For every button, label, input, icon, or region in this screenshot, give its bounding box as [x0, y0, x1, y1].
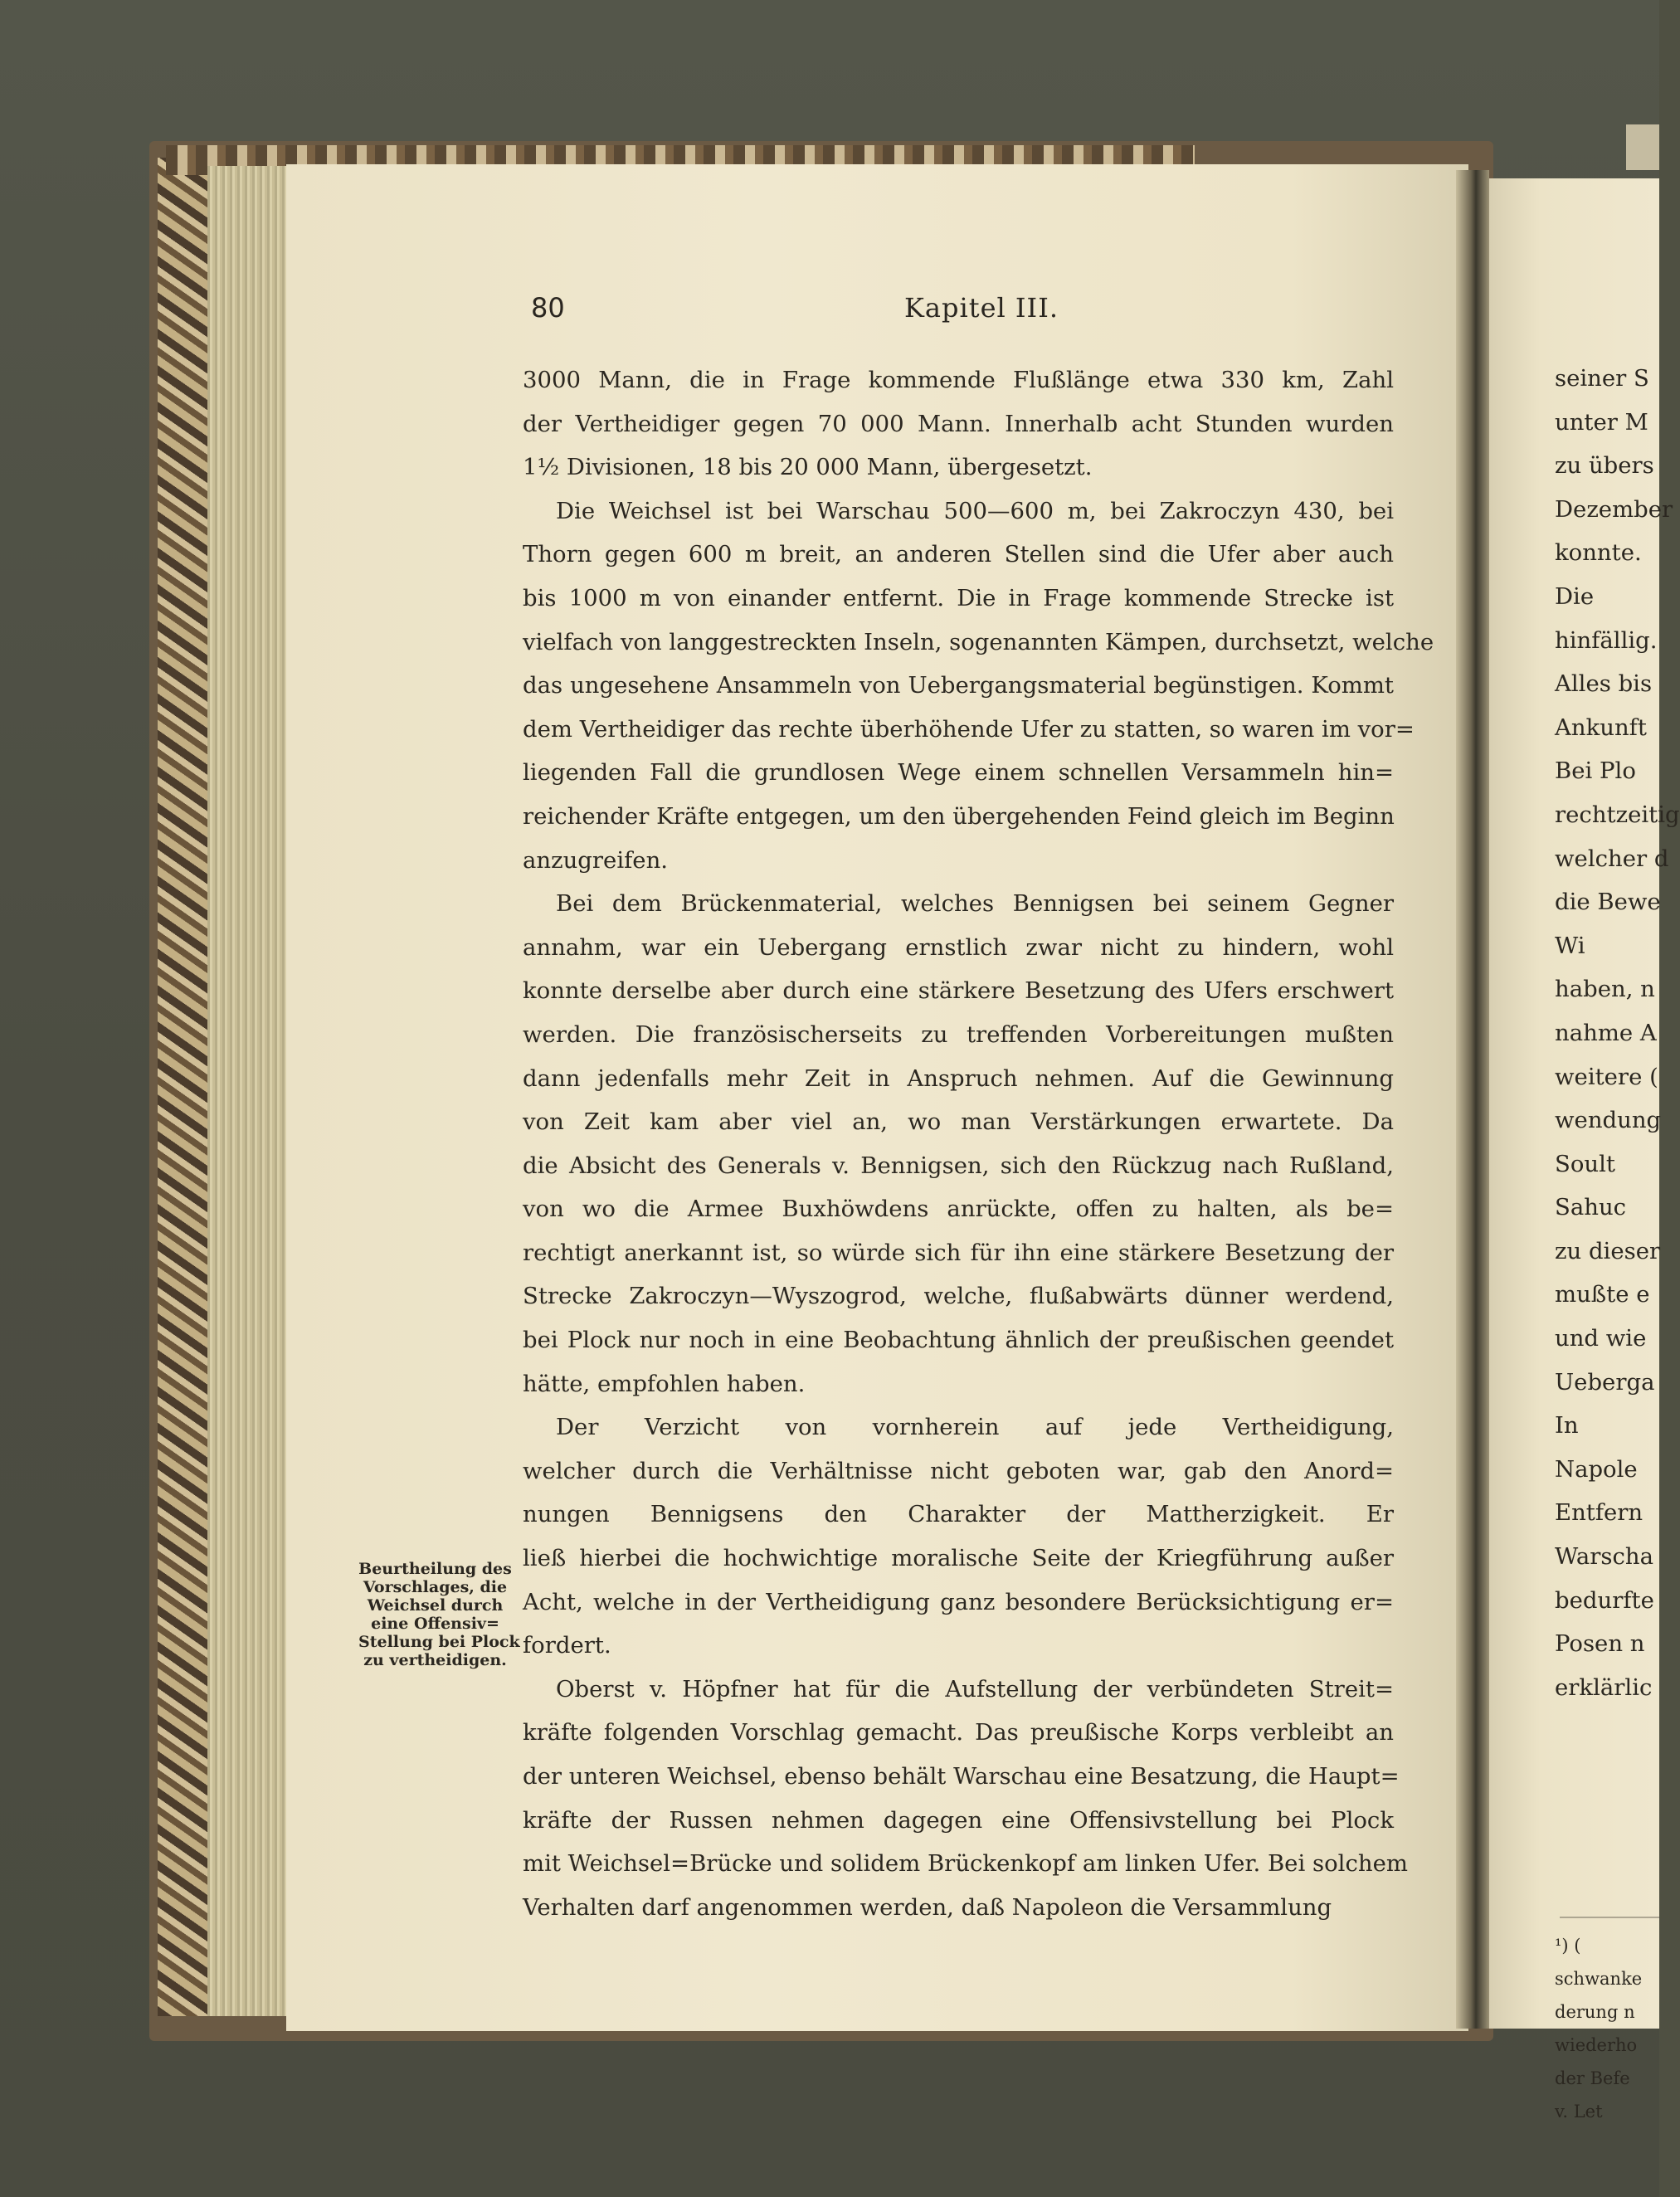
- right-page-line: Die: [1555, 582, 1595, 610]
- text-line: Der Verzicht von vornherein auf jede Vertheidigung,: [556, 1414, 1394, 1441]
- right-page-line: Soult: [1555, 1150, 1615, 1177]
- right-page-line: weitere (: [1555, 1063, 1658, 1090]
- text-line: der unteren Weichsel, ebenso behält Warschau eine Besatzung, die Haupt=: [523, 1763, 1400, 1790]
- marginal-note-line: Beurtheilung des: [358, 1560, 512, 1578]
- right-page-line: zu übers: [1555, 452, 1654, 480]
- right-page-line: hinfällig.: [1555, 626, 1658, 654]
- right-page-line: konnte.: [1555, 539, 1642, 567]
- right-footnote-line: wiederho: [1555, 2035, 1638, 2055]
- right-page-line: Ankunft: [1555, 714, 1647, 741]
- body-text: [523, 358, 1434, 1929]
- right-page-line: seiner S: [1555, 365, 1649, 392]
- text-line: der Vertheidiger gegen 70 000 Mann. Innerhalb acht Stunden wurden: [523, 410, 1394, 437]
- right-page-line: Dezember: [1555, 495, 1673, 523]
- page-header: [531, 292, 1394, 334]
- right-page-line: rechtzeitig: [1555, 801, 1680, 828]
- right-page-line: Wi: [1555, 932, 1585, 959]
- text-line: fordert.: [523, 1632, 611, 1659]
- right-page-line: zu dieser: [1555, 1237, 1661, 1264]
- right-page-line: Warscha: [1555, 1543, 1654, 1571]
- text-line: Die Weichsel ist bei Warschau 500—600 m, bei Zakroczyn 430, bei: [556, 497, 1394, 524]
- right-page-line: die Bewe: [1555, 889, 1661, 916]
- right-page-line: erklärlic: [1555, 1673, 1653, 1701]
- text-line: das ungesehene Ansammeln von Uebergangsmaterial begünstigen. Kommt: [523, 672, 1394, 699]
- right-page-footnote: [1555, 1929, 1659, 2128]
- text-line: vielfach von langgestreckten Inseln, sogenannten Kämpen, durchsetzt, welche: [523, 628, 1434, 655]
- right-page-line: welcher d: [1555, 845, 1669, 872]
- right-page-line: Alles bis: [1555, 670, 1653, 698]
- right-page-line: Sahuc: [1555, 1194, 1627, 1221]
- right-page-line: bedurfte: [1555, 1586, 1654, 1614]
- text-line: anzugreifen.: [523, 846, 669, 874]
- text-line: annahm, war ein Uebergang ernstlich zwar nicht zu hindern, wohl: [523, 933, 1394, 961]
- text-line: Bei dem Brückenmaterial, welches Bennigsen bei seinem Gegner: [556, 890, 1394, 918]
- text-line: die Absicht des Generals v. Bennigsen, sich den Rückzug nach Rußland,: [523, 1152, 1394, 1179]
- right-page-line: Ueberga: [1555, 1368, 1655, 1396]
- text-line: Verhalten darf angenommen werden, daß Napoleon die Versammlung: [523, 1893, 1332, 1921]
- text-line: bei Plock nur noch in eine Beobachtung ähnlich der preußischen geendet: [523, 1327, 1394, 1354]
- marginal-note-line: Weichsel durch: [367, 1596, 504, 1615]
- text-line: dem Vertheidiger das rechte überhöhende Ufer zu statten, so waren im vor=: [523, 715, 1415, 743]
- text-line: Strecke Zakroczyn—Wyszogrod, welche, flußabwärts dünner werdend,: [523, 1283, 1394, 1310]
- marginal-note: [358, 1560, 520, 1669]
- text-line: reichender Kräfte entgegen, um den übergehenden Feind gleich im Beginn: [523, 802, 1395, 830]
- text-line: von Zeit kam aber viel an, wo man Verstärkungen erwartete. Da: [523, 1108, 1394, 1136]
- right-page-line: unter M: [1555, 408, 1648, 436]
- right-page-line: haben, n: [1555, 976, 1655, 1003]
- page-number: 80: [531, 292, 565, 324]
- text-line: ließ hierbei die hochwichtige moralische Seite der Kriegführung außer: [523, 1545, 1394, 1572]
- right-page-line: Napole: [1555, 1455, 1638, 1483]
- text-line: von wo die Armee Buxhöwdens anrückte, offen zu halten, als be=: [523, 1196, 1394, 1223]
- text-line: 3000 Mann, die in Frage kommende Flußlänge etwa 330 km, Zahl: [523, 367, 1394, 393]
- right-page-line: Posen n: [1555, 1630, 1645, 1658]
- text-line: kräfte folgenden Vorschlag gemacht. Das preußische Korps verbleibt an: [523, 1719, 1394, 1746]
- text-line: konnte derselbe aber durch eine stärkere Besetzung des Ufers erschwert: [523, 977, 1394, 1005]
- page-edges: [207, 166, 290, 2016]
- text-line: rechtigt anerkannt ist, so würde sich für ihn eine stärkere Besetzung der: [523, 1239, 1394, 1266]
- text-line: kräfte der Russen nehmen dagegen eine Offensivstellung bei Plock: [523, 1806, 1394, 1834]
- text-line: nungen Bennigsens den Charakter der Mattherzigkeit. Er: [523, 1501, 1394, 1528]
- right-page-line: wendung: [1555, 1107, 1662, 1134]
- text-line: dann jedenfalls mehr Zeit in Anspruch nehmen. Auf die Gewinnung: [523, 1064, 1394, 1092]
- marginal-note-line: Vorschlages, die: [363, 1578, 508, 1596]
- text-line: Oberst v. Höpfner hat für die Aufstellung der verbündeten Streit=: [556, 1675, 1394, 1703]
- right-page-top: [1626, 124, 1659, 170]
- right-footnote-line: v. Let: [1555, 2102, 1603, 2121]
- text-line: bis 1000 m von einander entfernt. Die in Frage kommende Strecke ist: [523, 584, 1394, 611]
- right-page-line: Entfern: [1555, 1499, 1643, 1527]
- running-head: Kapitel III.: [904, 292, 1059, 324]
- right-page-text: [1555, 357, 1680, 1709]
- text-line: mit Weichsel=Brücke und solidem Brückenkopf am linken Ufer. Bei solchem: [523, 1850, 1408, 1878]
- marginal-note-line: zu vertheidigen.: [363, 1651, 507, 1669]
- right-page-line: mußte e: [1555, 1281, 1650, 1308]
- marginal-note-line: eine Offensiv=: [371, 1615, 499, 1633]
- text-line: liegenden Fall die grundlosen Wege einem schnellen Versammeln hin=: [523, 759, 1394, 787]
- text-line: werden. Die französischerseits zu treffenden Vorbereitungen mußten: [523, 1021, 1394, 1048]
- book-gutter: [1456, 170, 1489, 2029]
- right-page-line: In: [1555, 1412, 1579, 1439]
- text-line: hätte, empfohlen haben.: [523, 1370, 806, 1397]
- marginal-note-line: Stellung bei Plock: [358, 1633, 520, 1651]
- right-page-line: und wie: [1555, 1325, 1647, 1352]
- footnote-rule: [1560, 1917, 1659, 1918]
- right-footnote-line: schwanke: [1555, 1969, 1643, 1989]
- text-line: Thorn gegen 600 m breit, an anderen Stellen sind die Ufer aber auch: [523, 541, 1394, 568]
- right-footnote-line: derung n: [1555, 2002, 1635, 2022]
- text-line: 1½ Divisionen, 18 bis 20 000 Mann, übergesetzt.: [523, 454, 1093, 481]
- text-line: welcher durch die Verhältnisse nicht geboten war, gab den Anord=: [523, 1457, 1394, 1484]
- right-page-line: Bei Plo: [1555, 758, 1636, 785]
- right-footnote-line: der Befe: [1555, 2068, 1630, 2088]
- text-line: Acht, welche in der Vertheidigung ganz besondere Berücksichtigung er=: [523, 1588, 1394, 1615]
- right-footnote-line: ¹) (: [1555, 1936, 1581, 1956]
- right-page-line: nahme A: [1555, 1019, 1657, 1046]
